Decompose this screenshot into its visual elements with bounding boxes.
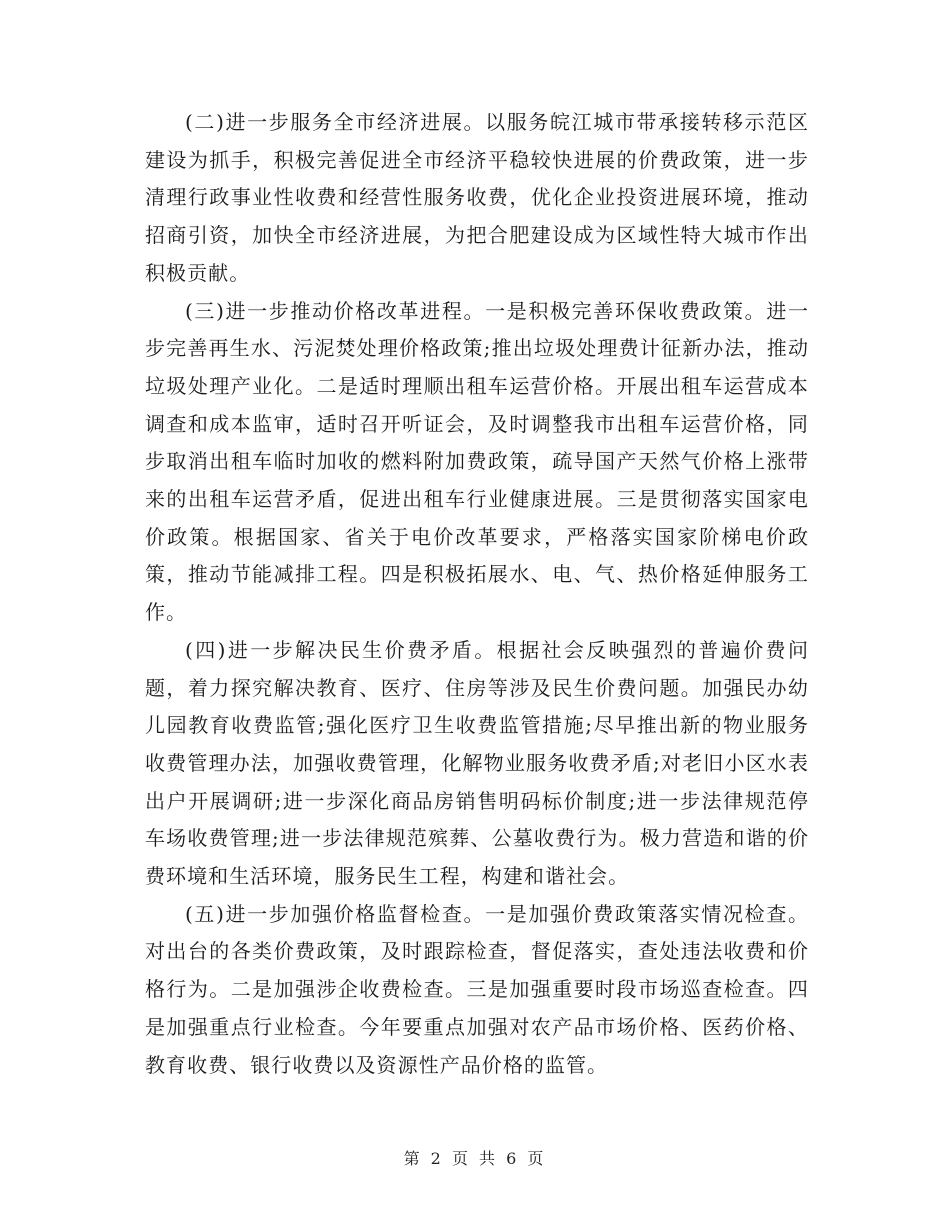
document-body	[145, 104, 809, 1084]
paragraph-section-5: (五)进一步加强价格监督检查。一是加强价费政策落实情况检查。对出台的各类价费政策，及时跟踪检查，督促落实，查处违法收费和价格行为。二是加强涉企收费检查。三是加强重要时段市场巡查检查。四是加强重点行业检查。今年要重点加强对农产品市场价格、医药价格、教育收费、银行收费以及资源性产品价格的监管。	[145, 901, 809, 1077]
page-footer	[0, 1146, 950, 1169]
paragraph-section-4: (四)进一步解决民生价费矛盾。根据社会反映强烈的普遍价费问题，着力探究解决教育、医疗、住房等涉及民生价费问题。加强民办幼儿园教育收费监管;强化医疗卫生收费监管措施;尽早推出新的物业服务收费管理办法，加强收费管理，化解物业服务收费矛盾;对老旧小区水表出户开展调研;进一步深化商品房销售明码标价制度;进一步法律规范停车场收费管理;进一步法律规范殡葬、公墓收费行为。极力营造和谐的价费环境和生活环境，服务民生工程，构建和谐社会。	[145, 637, 809, 889]
paragraph-section-2: (二)进一步服务全市经济进展。以服务皖江城市带承接转移示范区建设为抓手，积极完善促进全市经济平稳较快进展的价费政策，进一步清理行政事业性收费和经营性服务收费，优化企业投资进展环境，推动招商引资，加快全市经济进展，为把合肥建设成为区域性特大城市作出积极贡献。	[145, 110, 809, 285]
paragraph-section-3: (三)进一步推动价格改革进程。一是积极完善环保收费政策。进一步完善再生水、污泥焚处理价格政策;推出垃圾处理费计征新办法，推动垃圾处理产业化。二是适时理顺出租车运营价格。开展出租车运营成本调查和成本监审，适时召开听证会，及时调整我市出租车运营价格，同步取消出租车临时加收的燃料附加费政策，疏导国产天然气价格上涨带来的出租车运营矛盾，促进出租车行业健康进展。三是贯彻落实国家电价政策。根据国家、省关于电价改革要求，严格落实国家阶梯电价政策，推动节能减排工程。四是积极拓展水、电、气、热价格延伸服务工作。	[145, 298, 809, 625]
page-number-label: 第 2 页 共 6 页	[403, 1149, 547, 1168]
